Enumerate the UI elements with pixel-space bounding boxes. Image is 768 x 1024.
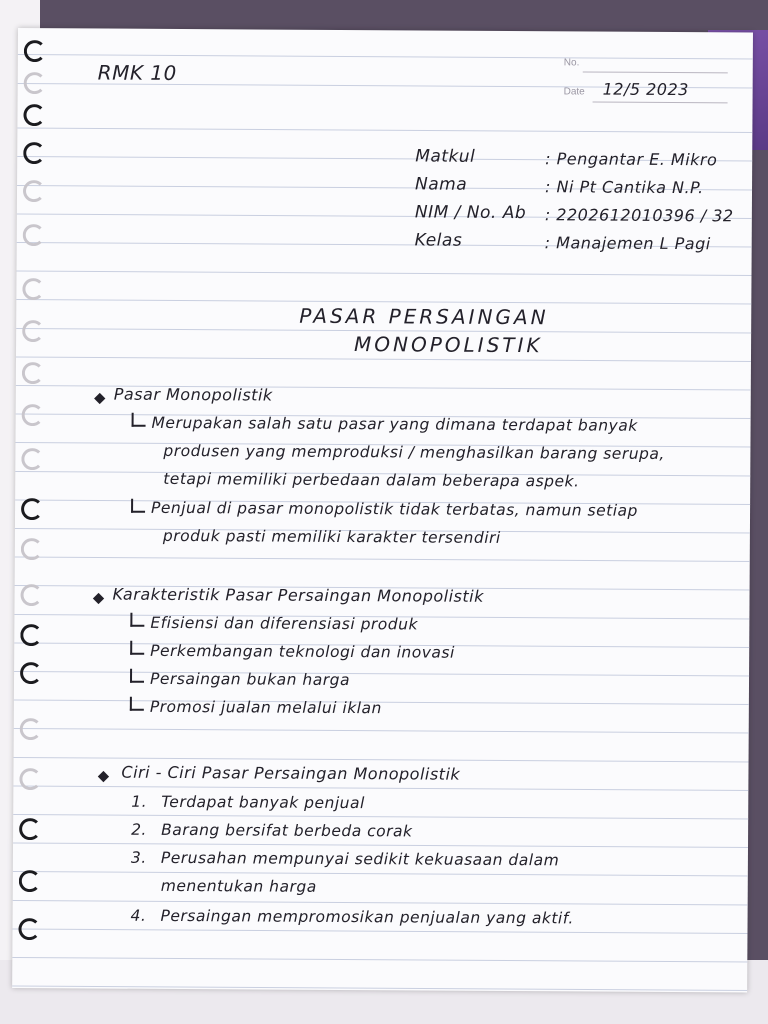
section2-item: Perkembangan teknologi dan inovasi	[150, 641, 455, 662]
info-key-kelas: Kelas	[414, 230, 463, 251]
binder-holes	[18, 28, 64, 988]
section2-item: Promosi jualan melalui iklan	[149, 697, 382, 718]
binder-hole	[21, 498, 43, 520]
arrow-icon	[130, 669, 144, 683]
info-key-nim: NIM / No. Ab	[414, 202, 527, 224]
section2-item: Efisiensi dan diferensiasi produk	[150, 613, 419, 634]
section3-item-num: 2.	[131, 820, 147, 839]
date-label: Date	[563, 86, 585, 98]
date-line	[593, 102, 728, 104]
no-line	[583, 71, 728, 73]
info-key-nama: Nama	[414, 174, 468, 195]
section1-line: tetapi memiliki perbedaan dalam beberapa aspek.	[163, 469, 580, 491]
section3-item: Terdapat banyak penjual	[161, 792, 365, 813]
page-title-line1: PASAR PERSAINGAN	[299, 303, 549, 330]
section1-line: Merupakan salah satu pasar yang dimana terdapat banyak	[151, 413, 638, 435]
binder-hole	[19, 870, 41, 892]
binder-hole	[24, 72, 46, 94]
section3-item: Barang bersifat berbeda corak	[161, 820, 413, 841]
binder-hole	[19, 818, 41, 840]
binder-hole	[20, 718, 42, 740]
info-value-kelas: : Manajemen L Pagi	[544, 233, 711, 254]
binder-hole	[22, 362, 44, 384]
section3-item-num: 3.	[130, 848, 147, 867]
arrow-icon	[130, 613, 144, 627]
binder-hole	[23, 142, 45, 164]
section1-heading: Pasar Monopolistik	[113, 384, 273, 405]
section3-item-num: 1.	[131, 792, 148, 811]
section3-item: Perusahan mempunyai sedikit kekuasaan dalam	[160, 848, 560, 870]
binder-hole	[20, 624, 42, 646]
binder-hole	[22, 278, 44, 300]
no-label: No.	[563, 57, 580, 69]
section1-line: produk pasti memiliki karakter tersendiri	[162, 526, 501, 547]
arrow-icon	[130, 641, 144, 655]
binder-hole	[24, 40, 46, 62]
notebook-page	[12, 28, 753, 992]
section1-line: Penjual di pasar monopolistik tidak terbatas, namun setiap	[151, 498, 638, 520]
page-code: RMK 10	[97, 60, 177, 85]
section3-heading: Ciri - Ciri Pasar Persaingan Monopolistik	[121, 762, 461, 784]
page-title-line2: MONOPOLISTIK	[354, 332, 543, 358]
arrow-icon	[131, 499, 145, 513]
info-value-matkul: : Pengantar E. Mikro	[545, 149, 718, 170]
section3-item-num: 4.	[130, 906, 147, 925]
binder-hole	[19, 768, 41, 790]
binder-hole	[21, 448, 43, 470]
info-key-matkul: Matkul	[415, 146, 476, 167]
bullet-icon	[93, 593, 104, 604]
binder-hole	[20, 662, 42, 684]
binder-hole	[23, 104, 45, 126]
info-value-nim: : 2202612010396 / 32	[544, 205, 734, 226]
info-value-nama: : Ni Pt Cantika N.P.	[544, 177, 704, 198]
section1-line: produsen yang memproduksi / menghasilkan barang serupa,	[163, 441, 665, 463]
bullet-icon	[94, 393, 105, 404]
section3-item: Persaingan mempromosikan penjualan yang aktif.	[160, 906, 574, 928]
binder-hole	[21, 538, 43, 560]
binder-hole	[23, 180, 45, 202]
binder-hole	[23, 224, 45, 246]
arrow-icon	[132, 413, 146, 427]
section2-heading: Karakteristik Pasar Persaingan Monopolistik	[112, 584, 484, 606]
date-value: 12/5 2023	[602, 79, 689, 100]
binder-hole	[22, 404, 44, 426]
section3-item: menentukan harga	[160, 876, 317, 896]
binder-hole	[20, 584, 42, 606]
arrow-icon	[130, 697, 144, 711]
binder-hole	[18, 918, 40, 940]
bullet-icon	[98, 771, 109, 782]
binder-hole	[22, 320, 44, 342]
section2-item: Persaingan bukan harga	[149, 669, 351, 690]
